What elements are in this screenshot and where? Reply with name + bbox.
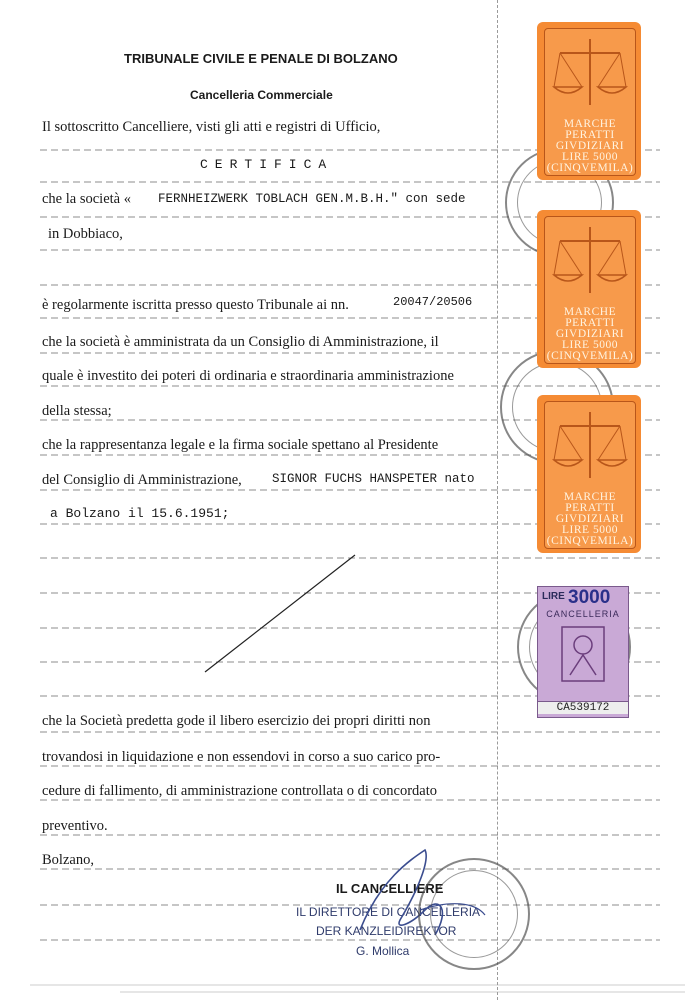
- revenue-stamp: [537, 210, 641, 368]
- intro-text: Il sottoscritto Cancelliere, visti gli atti e registri di Ufficio,: [42, 119, 381, 135]
- stamp-label: LIRE 5000: [562, 339, 618, 351]
- admin-line-1: che la società è amministrata da un Consiglio di Amministrazione, il: [42, 334, 439, 350]
- stamp-label: PERATTI: [565, 317, 615, 329]
- stamp-label: MARCHE: [563, 491, 617, 503]
- director-stamp-line-1: IL DIRETTORE DI CANCELLERIA: [296, 905, 481, 919]
- rights-line-3: cedure di fallimento, di amministrazione controllata o di concordato: [42, 783, 437, 799]
- stamp-label: (CINQVEMILA): [546, 535, 634, 547]
- certifica-heading: CERTIFICA: [200, 157, 334, 172]
- chancery-stamp: [537, 586, 629, 718]
- scales-of-justice-icon: [550, 223, 630, 303]
- stamp-label: MARCHE: [563, 118, 617, 130]
- tribunal-round-stamp: [418, 858, 530, 970]
- scales-of-justice-icon: [550, 35, 630, 115]
- company-name: FERNHEIZWERK TOBLACH GEN.M.B.H." con sede: [158, 192, 466, 206]
- office-title: Cancelleria Commerciale: [190, 88, 333, 102]
- stamp-currency: LIRE: [542, 591, 565, 602]
- revenue-stamp: [537, 395, 641, 553]
- stamp-serial: CA539172: [538, 701, 628, 714]
- rep-line-1: che la rappresentanza legale e la firma sociale spettano al Presidente: [42, 437, 439, 453]
- stamp-label: MARCHE: [563, 306, 617, 318]
- company-seat: in Dobbiaco,: [48, 226, 123, 242]
- cancel-stroke: [205, 555, 355, 672]
- stamp-label: PERATTI: [565, 502, 615, 514]
- admin-line-2: quale è investito dei poteri di ordinaria e straordinaria amministrazione: [42, 368, 454, 384]
- registration-text: è regolarmente iscritta presso questo Tribunale ai nn.: [42, 297, 349, 313]
- stamp-label: (CINQVEMILA): [546, 350, 634, 362]
- stamp-label: CANCELLERIA: [546, 609, 620, 619]
- emblem-icon: [556, 623, 610, 685]
- stamp-label: PERATTI: [565, 129, 615, 141]
- court-title: TRIBUNALE CIVILE E PENALE DI BOLZANO: [124, 51, 398, 66]
- stamp-label: (CINQVEMILA): [546, 162, 634, 174]
- place: Bolzano,: [42, 852, 94, 868]
- stamp-label: LIRE 5000: [562, 524, 618, 536]
- registration-numbers: 20047/20506: [393, 295, 473, 309]
- admin-line-3: della stessa;: [42, 403, 112, 419]
- director-stamp-line-3: G. Mollica: [356, 944, 410, 958]
- stamp-label: GIVDIZIARI: [555, 328, 625, 340]
- rights-line-2: trovandosi in liquidazione e non essendovi in corso a suo carico pro-: [42, 749, 441, 765]
- stamp-label: GIVDIZIARI: [555, 513, 625, 525]
- stamp-value: 3000: [568, 587, 611, 608]
- stamp-label: LIRE 5000: [562, 151, 618, 163]
- stamp-label: GIVDIZIARI: [555, 140, 625, 152]
- president-name: SIGNOR FUCHS HANSPETER nato: [272, 472, 475, 486]
- signature-title: IL CANCELLIERE: [336, 881, 444, 896]
- rights-line-4: preventivo.: [42, 818, 108, 834]
- revenue-stamp: [537, 22, 641, 180]
- company-prefix: che la società «: [42, 191, 131, 207]
- director-stamp-line-2: DER KANZLEIDIREKTOR: [316, 924, 457, 938]
- birth-data: a Bolzano il 15.6.1951;: [50, 506, 230, 521]
- scales-of-justice-icon: [550, 408, 630, 488]
- rep-line-2: del Consiglio di Amministrazione,: [42, 472, 242, 488]
- rights-line-1: che la Società predetta gode il libero esercizio dei propri diritti non: [42, 713, 431, 729]
